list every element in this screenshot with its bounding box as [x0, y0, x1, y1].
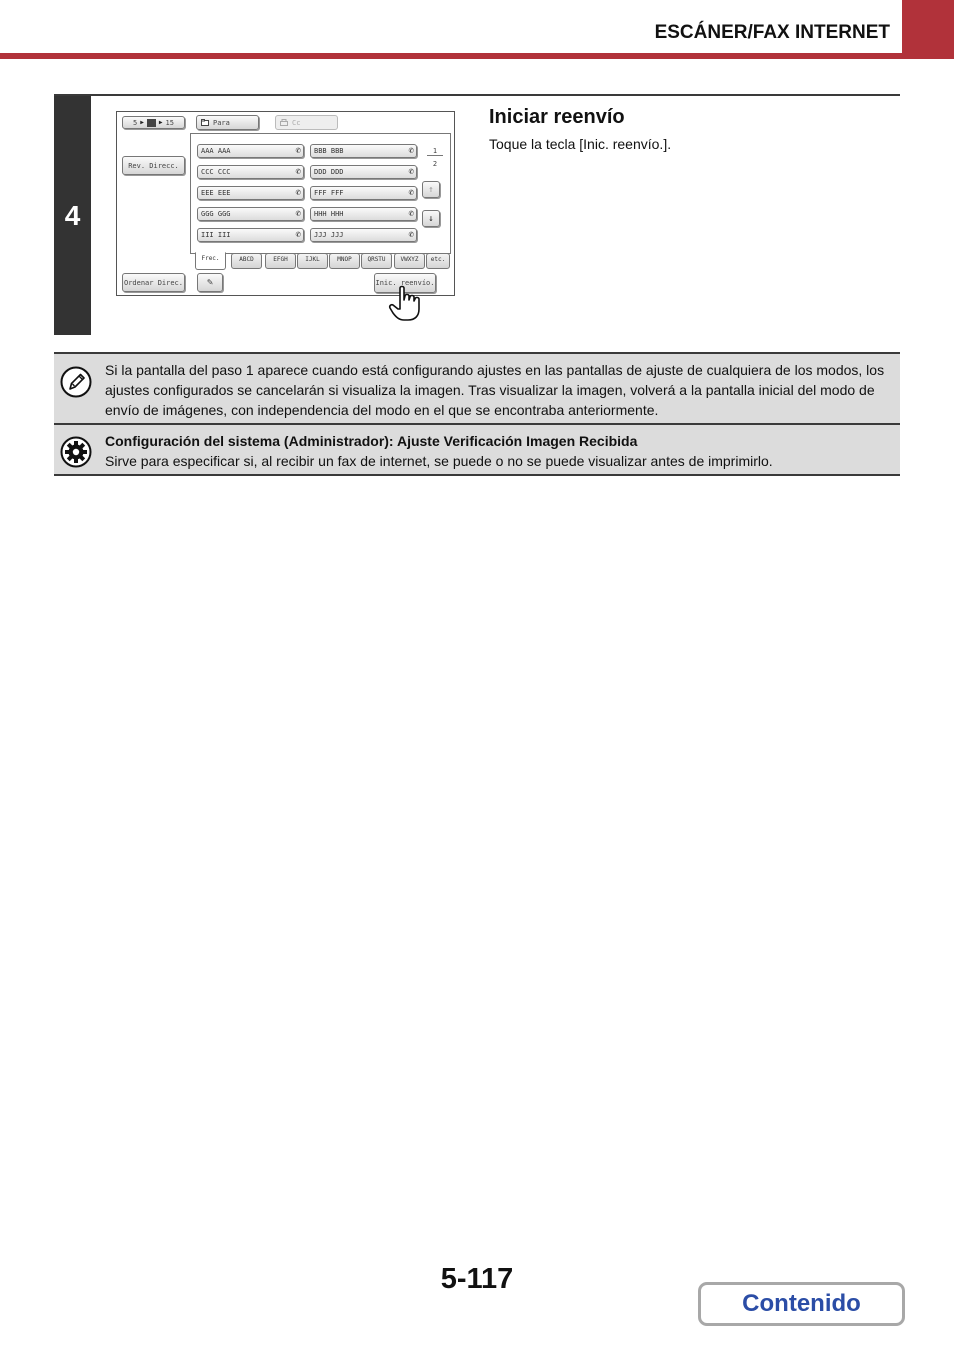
arrow-down-icon: ↓ — [428, 213, 434, 224]
entry-label: JJJ JJJ — [314, 231, 344, 239]
address-entry[interactable] — [310, 165, 417, 179]
step-number-column — [54, 96, 91, 335]
entry-label: GGG GGG — [201, 210, 231, 218]
arrow-up-icon: ↑ — [428, 184, 434, 195]
page-total: 2 — [432, 160, 438, 168]
settings-note-body: Sirve para especificar si, al recibir un fax de internet, se puede o no se puede visualizar antes de imprimirlo. — [105, 453, 773, 469]
counter-block-icon — [147, 119, 156, 127]
pencil-note-icon: ✎ — [206, 277, 214, 288]
para-button[interactable] — [196, 115, 259, 130]
step-instruction: Toque la tecla [Inic. reenvío.]. — [489, 136, 672, 152]
ordenar-direc-button[interactable]: Ordenar Direc. — [122, 273, 185, 292]
entry-label: HHH HHH — [314, 210, 344, 218]
entry-label: AAA AAA — [201, 147, 231, 155]
address-entry[interactable] — [197, 186, 304, 200]
page-current: 1 — [427, 147, 443, 156]
cc-button[interactable] — [275, 115, 338, 130]
inic-reenvio-button[interactable]: Inic. reenvío. — [374, 273, 436, 293]
phone-icon: ✆ — [295, 146, 301, 156]
triangle-right-icon: ▶ — [158, 119, 163, 126]
address-entry[interactable] — [310, 144, 417, 158]
scroll-down-button[interactable] — [422, 210, 440, 227]
phone-icon: ✆ — [408, 230, 414, 240]
pencil-note-icon — [60, 366, 92, 398]
header-accent-line — [0, 53, 954, 59]
para-label: Para — [213, 118, 230, 127]
phone-icon: ✆ — [295, 230, 301, 240]
phone-icon: ✆ — [295, 167, 301, 177]
cc-label: Cc — [292, 118, 301, 127]
entry-label: BBB BBB — [314, 147, 344, 155]
tab-vwxyz[interactable]: VWXYZ — [394, 253, 425, 269]
folder-icon — [201, 119, 209, 126]
phone-icon: ✆ — [295, 209, 301, 219]
edit-address-button[interactable] — [197, 273, 223, 292]
entry-label: DDD DDD — [314, 168, 344, 176]
address-entry[interactable] — [197, 144, 304, 158]
settings-note-text — [105, 431, 894, 471]
entry-label: CCC CCC — [201, 168, 231, 176]
address-entry[interactable] — [310, 207, 417, 221]
step-divider — [54, 94, 900, 96]
phone-icon: ✆ — [408, 167, 414, 177]
address-entry[interactable] — [197, 207, 304, 221]
settings-note-box — [54, 423, 900, 476]
triangle-right-icon: ▶ — [140, 119, 144, 126]
header-accent-block — [902, 0, 954, 54]
pointing-hand-icon — [388, 285, 422, 323]
tab-abcd[interactable]: ABCD — [231, 253, 262, 269]
gear-settings-icon — [60, 436, 92, 468]
page-number: 5-117 — [440, 1263, 514, 1295]
scroll-up-button[interactable] — [422, 181, 440, 198]
tab-qrstu[interactable]: QRSTU — [361, 253, 392, 269]
device-screen-illustration — [116, 111, 455, 296]
address-counter — [122, 116, 185, 129]
address-entry[interactable] — [197, 165, 304, 179]
rev-direcc-button[interactable]: Rev. Direcc. — [122, 156, 185, 175]
note-box — [54, 352, 900, 423]
address-entry[interactable] — [310, 228, 417, 242]
counter-left: 5 — [133, 118, 138, 127]
tab-ijkl[interactable]: IJKL — [297, 253, 328, 269]
phone-icon: ✆ — [408, 188, 414, 198]
section-title: ESCÁNER/FAX INTERNET — [654, 22, 890, 43]
entry-label: FFF FFF — [314, 189, 344, 197]
phone-icon: ✆ — [408, 209, 414, 219]
phone-icon: ✆ — [408, 146, 414, 156]
printer-icon — [280, 119, 288, 126]
tab-etc[interactable]: etc. — [426, 253, 450, 269]
settings-note-title: Configuración del sistema (Administrador): Ajuste Verificación Imagen Recibida — [105, 433, 638, 449]
tab-frec[interactable]: Frec. — [195, 252, 226, 270]
phone-icon: ✆ — [295, 188, 301, 198]
address-list-panel — [190, 133, 451, 254]
contents-button[interactable]: Contenido — [698, 1282, 905, 1326]
counter-right: 15 — [165, 118, 174, 127]
entry-label: EEE EEE — [201, 189, 231, 197]
step-heading: Iniciar reenvío — [489, 106, 625, 128]
address-entry[interactable] — [310, 186, 417, 200]
step-number: 4 — [64, 200, 81, 231]
address-entry[interactable] — [197, 228, 304, 242]
entry-label: III III — [201, 231, 231, 239]
note-text: Si la pantalla del paso 1 aparece cuando está configurando ajustes en las pantallas de ajuste de cualquiera de los modos, los ajustes configurados se cancelarán si visualiza la imagen. Tras visualizar la imagen, volverá a la pantalla inicial del modo de envío de imágenes, con independencia del modo en el que se encontraba anteriormente. — [105, 362, 885, 418]
tab-mnop[interactable]: MNOP — [329, 253, 360, 269]
tab-efgh[interactable]: EFGH — [265, 253, 296, 269]
